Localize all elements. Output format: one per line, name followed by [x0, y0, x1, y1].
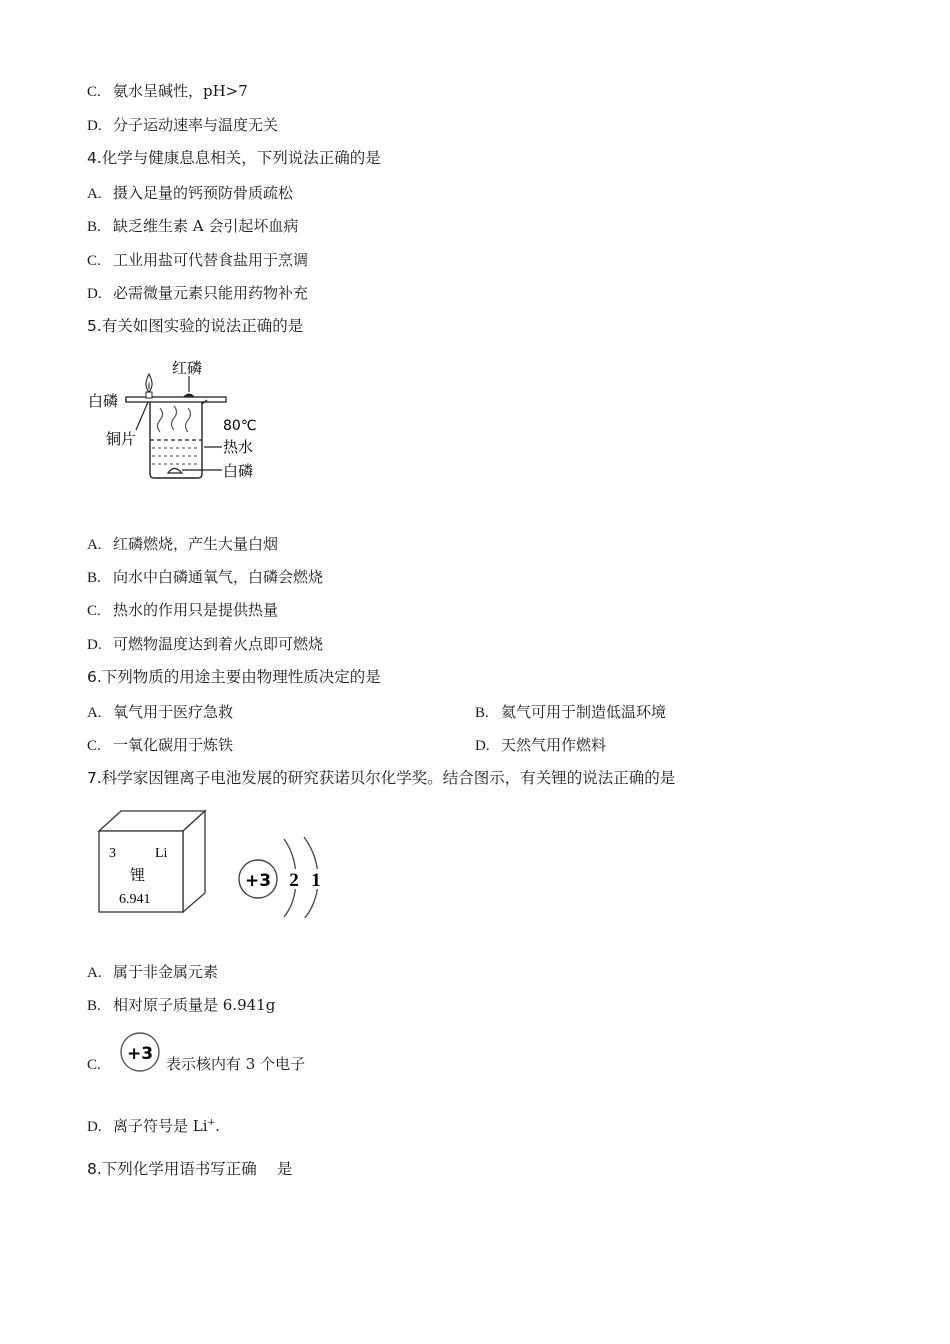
option-d: [475, 735, 606, 756]
option-c: [87, 81, 248, 102]
option-c: [87, 735, 233, 756]
option-label: B.: [87, 570, 101, 586]
option-a: [87, 534, 278, 555]
question-text: 化学与健康息息相关，下列说法正确的是: [101, 149, 381, 167]
label-white-phosphorus-bottom: 白磷: [223, 462, 254, 480]
label-copper-sheet: 铜片: [106, 430, 137, 448]
option-label: C.: [87, 84, 101, 100]
option-text-end: .: [215, 1117, 220, 1135]
option-label: B.: [87, 998, 101, 1014]
option-a: [87, 183, 293, 204]
option-b: [87, 216, 298, 237]
ion-charge-superscript: +: [207, 1118, 216, 1128]
option-d: [87, 115, 278, 136]
element-symbol: Li: [155, 846, 168, 861]
option-text: 属于非金属元素: [113, 963, 219, 981]
option-b: [475, 702, 666, 723]
question-text: 下列物质的用途主要由物理性质决定的是: [101, 668, 381, 686]
question-text: 有关如图实验的说法正确的是: [101, 317, 304, 335]
option-a: [87, 702, 233, 723]
question-7-stem: [87, 768, 675, 788]
label-temperature: 80℃: [223, 418, 257, 434]
question-text-end: 是: [276, 1160, 293, 1178]
label-white-phosphorus-top: 白磷: [88, 392, 119, 410]
element-name: 锂: [130, 866, 146, 884]
option-label: A.: [87, 965, 102, 981]
option-label: C.: [87, 738, 101, 754]
option-label: D.: [87, 637, 102, 653]
option-d: [87, 283, 308, 304]
option-text: 一氧化碳用于炼铁: [113, 736, 234, 754]
option-text: 摄入足量的钙预防骨质疏松: [113, 184, 294, 202]
option-text: 向水中白磷通氧气，白磷会燃烧: [113, 568, 324, 586]
option-text: 缺乏维生素 A 会引起坏血病: [113, 217, 299, 235]
option-d: [87, 1113, 220, 1137]
option-label: C.: [87, 1057, 101, 1073]
question-text: 下列化学用语书写正确: [101, 1160, 257, 1178]
shell-2-electrons: 1: [311, 870, 321, 891]
combustion-experiment-figure: [86, 352, 276, 492]
option-text: 必需微量元素只能用药物补充: [113, 284, 309, 302]
option-text: 可燃物温度达到着火点即可燃烧: [113, 635, 324, 653]
question-4-stem: [87, 148, 381, 168]
option-a: [87, 962, 218, 983]
question-5-stem: [87, 316, 303, 336]
option-text: 红磷燃烧，产生大量白烟: [113, 535, 279, 553]
lithium-atom-structure-diagram: [232, 836, 332, 918]
option-text: 相对原子质量是 6.941g: [113, 996, 276, 1014]
option-text: 表示核内有 3 个电子: [166, 1055, 306, 1073]
option-label: D.: [87, 286, 102, 302]
option-text: 天然气用作燃料: [501, 736, 607, 754]
option-text: 分子运动速率与温度无关: [113, 116, 279, 134]
lithium-element-card: [96, 808, 211, 916]
shell-1-electrons: 2: [289, 870, 299, 891]
option-c: [87, 250, 308, 271]
question-number: 6.: [87, 668, 102, 686]
option-text: 氦气可用于制造低温环境: [501, 703, 667, 721]
question-number: 4.: [87, 149, 102, 167]
question-8-stem: [87, 1159, 292, 1179]
option-c: [87, 600, 278, 621]
option-label: D.: [475, 738, 490, 754]
question-6-stem: [87, 667, 381, 687]
option-text: 工业用盐可代替食盐用于烹调: [113, 251, 309, 269]
option-label: B.: [475, 705, 489, 721]
option-text: 离子符号是 Li: [113, 1117, 208, 1135]
option-text: 氨水呈碱性，pH>7: [113, 82, 248, 100]
option-b: [87, 995, 275, 1016]
option-label: C.: [87, 253, 101, 269]
label-hot-water: 热水: [223, 438, 254, 456]
question-number: 5.: [87, 317, 102, 335]
option-d: [87, 634, 323, 655]
option-label: A.: [87, 186, 102, 202]
label-red-phosphorus: 红磷: [172, 359, 203, 377]
question-number: 7.: [87, 769, 102, 787]
option-label: D.: [87, 1119, 102, 1135]
option-text: 氧气用于医疗急救: [113, 703, 234, 721]
option-c-text: [166, 1054, 305, 1074]
option-label: C.: [87, 603, 101, 619]
option-label: B.: [87, 219, 101, 235]
nucleus-symbol-image: [117, 1030, 165, 1076]
option-label: A.: [87, 537, 102, 553]
option-text: 热水的作用只是提供热量: [113, 601, 279, 619]
option-label: D.: [87, 118, 102, 134]
question-number: 8.: [87, 1160, 102, 1178]
atomic-mass: 6.941: [119, 892, 151, 907]
nucleus-charge: +3: [244, 871, 272, 891]
option-label: A.: [87, 705, 102, 721]
atomic-number: 3: [109, 846, 116, 861]
nucleus-symbol-text: +3: [126, 1044, 154, 1064]
option-b: [87, 567, 323, 588]
question-text: 科学家因锂离子电池发展的研究获诺贝尔化学奖。结合图示，有关锂的说法正确的是: [101, 769, 676, 787]
option-c: [87, 1054, 113, 1075]
